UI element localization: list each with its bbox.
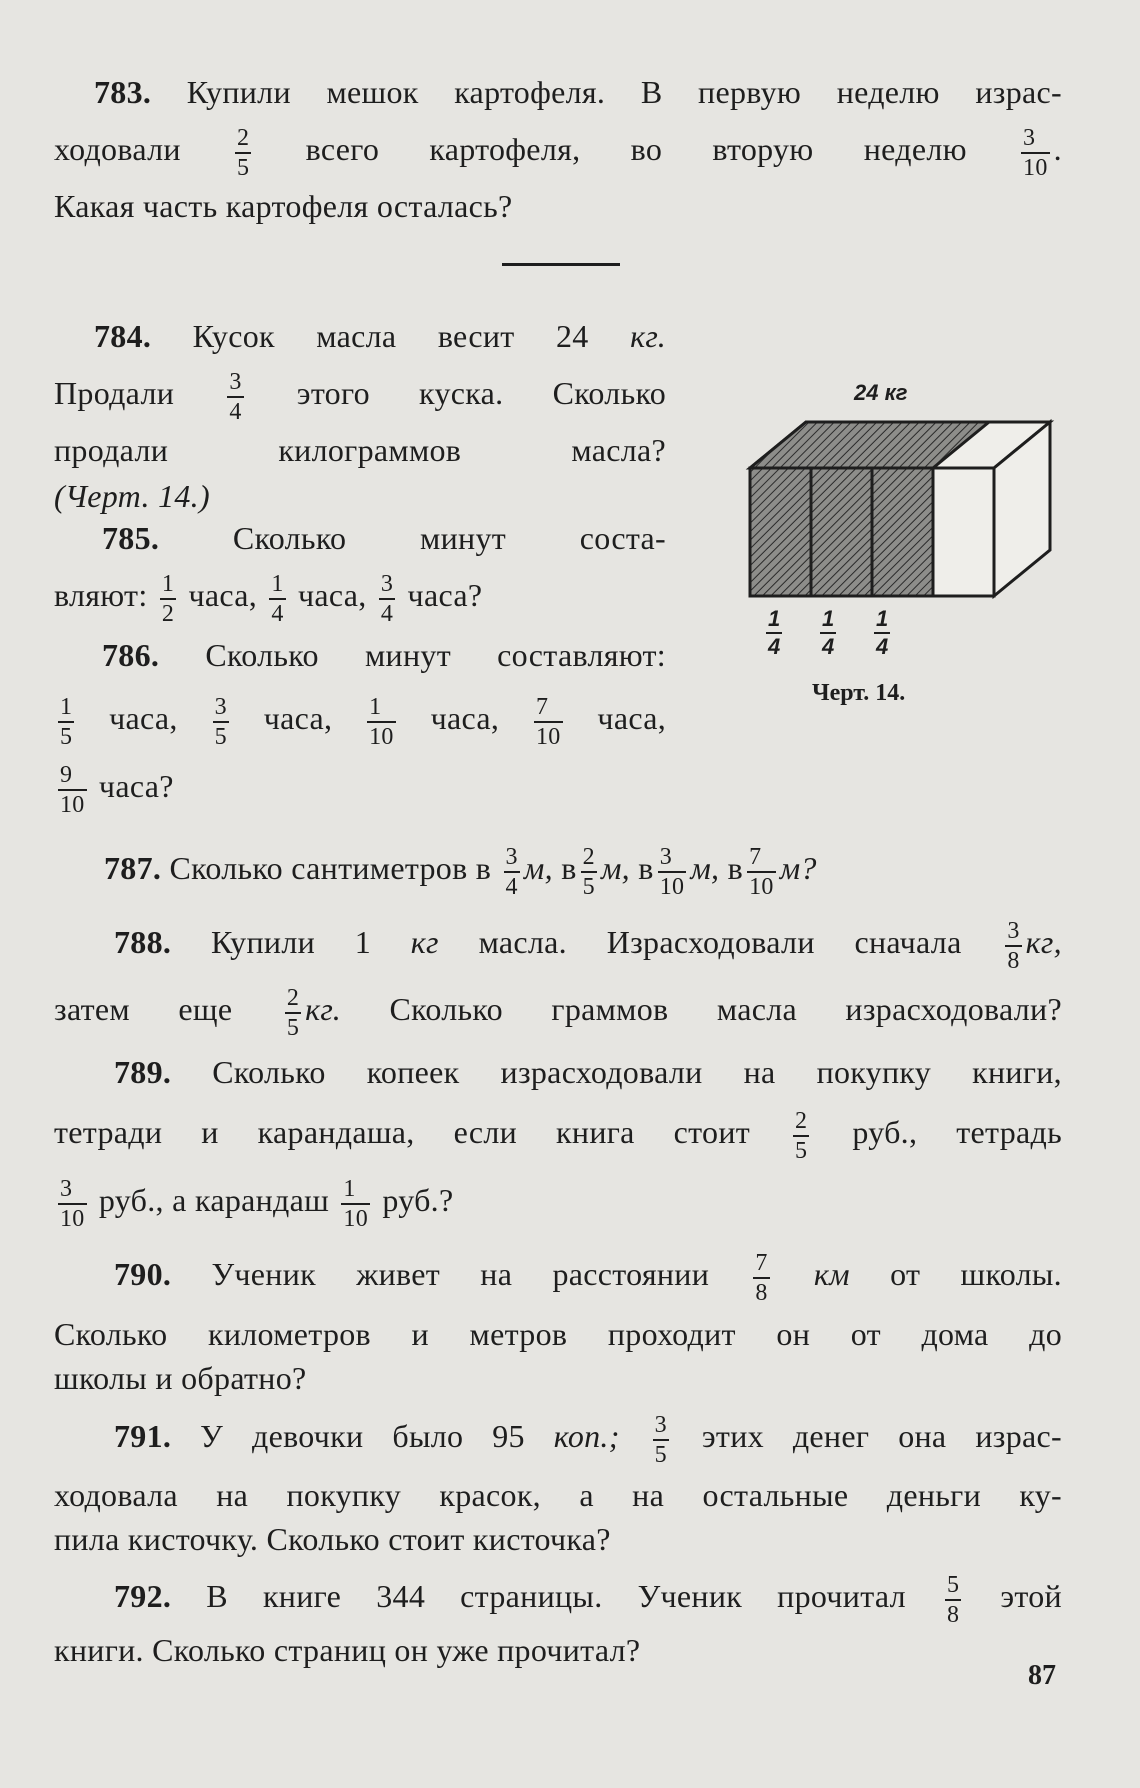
problem-number: 783. <box>94 74 152 110</box>
fraction <box>367 695 396 749</box>
numerator: 7 <box>753 1251 769 1279</box>
fraction <box>269 572 285 626</box>
text: от школы. <box>890 1256 1062 1292</box>
figure-reference: (Черт. 14.) <box>54 478 210 514</box>
unit: км <box>813 1256 850 1292</box>
text: Сколько минут соста- <box>232 520 666 556</box>
fraction <box>581 845 597 899</box>
fraction <box>285 986 301 1040</box>
fraction <box>58 695 74 749</box>
problem-number: 785. <box>102 520 160 556</box>
problem-783-line-3 <box>54 178 1062 235</box>
text: часа? <box>98 768 174 804</box>
text: Сколько километров и метров проходит он от дома до <box>54 1316 1062 1352</box>
problem-784-line-2 <box>54 365 666 424</box>
denominator: 10 <box>369 723 394 750</box>
text: книги. Сколько страниц он уже прочитал? <box>54 1632 641 1668</box>
fraction <box>58 763 87 817</box>
denominator: 10 <box>749 873 774 900</box>
text: Сколько граммов масла израсходовали? <box>389 991 1062 1027</box>
text: часа? <box>407 577 483 613</box>
problem-791-line-3 <box>54 1511 1062 1568</box>
denominator: 8 <box>946 1601 960 1628</box>
text: часа, <box>263 700 333 736</box>
fraction <box>1021 126 1050 180</box>
text: часа, <box>298 577 367 613</box>
fraction <box>160 572 176 626</box>
numerator: 3 <box>1005 919 1021 947</box>
problem-786-line-1 <box>54 627 666 684</box>
shaded-quarters <box>750 468 933 596</box>
fraction <box>945 1573 961 1627</box>
text: Купили мешок картофеля. В первую неделю израс- <box>186 74 1062 110</box>
numerator: 7 <box>534 695 563 723</box>
problem-788-line-2 <box>54 981 1062 1040</box>
problem-number: 787. <box>104 850 162 886</box>
figure-14 <box>740 380 1060 720</box>
denominator: 5 <box>795 1137 808 1164</box>
text: этих денег она израс- <box>701 1418 1062 1454</box>
butter-block-drawing <box>740 380 1060 620</box>
problem-number: 790. <box>114 1256 172 1292</box>
text: вляют: <box>54 577 148 613</box>
numerator: 1 <box>367 695 396 723</box>
problem-790-line-1 <box>54 1246 1062 1305</box>
denominator: 5 <box>60 723 73 750</box>
problem-792-line-1 <box>54 1568 1062 1627</box>
text: часа, <box>188 577 258 613</box>
numerator: 9 <box>58 763 87 791</box>
problem-number: 784. <box>94 318 152 354</box>
problem-785-line-2 <box>54 567 666 626</box>
text: затем еще <box>54 991 233 1027</box>
denominator: 10 <box>535 723 561 750</box>
text: Какая часть картофеля осталась? <box>54 188 513 224</box>
problem-number: 789. <box>114 1054 172 1090</box>
text: . <box>1053 131 1062 167</box>
text: Кусок масла весит 24 <box>192 318 589 354</box>
fraction <box>653 1413 669 1467</box>
unit: кг <box>410 924 439 960</box>
unit: коп.; <box>553 1418 620 1454</box>
denominator: 5 <box>286 1014 300 1041</box>
text: ходовали <box>54 131 181 167</box>
text: школы и обратно? <box>54 1360 307 1396</box>
denominator: 5 <box>654 1441 667 1468</box>
text: масла. Израсходовали сначала <box>478 924 962 960</box>
weight-label: 24 кг <box>854 380 908 405</box>
section-divider <box>502 263 620 266</box>
text: продали килограммов масла? <box>54 432 666 468</box>
page-number: 87 <box>1028 1660 1056 1691</box>
text: руб., а карандаш <box>98 1182 330 1218</box>
numerator: 2 <box>285 986 301 1014</box>
text: Ученик живет на расстоянии <box>211 1256 710 1292</box>
denominator: 10 <box>343 1205 369 1232</box>
fraction <box>534 695 563 749</box>
problem-784-line-1 <box>54 308 666 365</box>
quarter-label <box>874 608 890 658</box>
fraction <box>747 845 776 899</box>
denominator: 10 <box>60 1205 85 1232</box>
denominator: 8 <box>1007 947 1020 974</box>
text: этой <box>1000 1578 1062 1614</box>
numerator: 1 <box>58 695 74 723</box>
numerator: 3 <box>227 370 243 398</box>
fraction <box>341 1177 370 1231</box>
fraction <box>1005 919 1021 973</box>
figure-caption: Черт. 14. <box>812 680 906 706</box>
fraction <box>753 1251 769 1305</box>
denominator: 8 <box>755 1279 768 1306</box>
text: часа, <box>597 700 667 736</box>
text: руб., тетрадь <box>852 1114 1062 1150</box>
problem-786-line-2 <box>54 690 666 749</box>
denominator: 4 <box>876 634 889 659</box>
quarter-label <box>820 608 836 658</box>
denominator: 2 <box>161 600 175 627</box>
fraction <box>227 370 243 424</box>
problem-789-line-3 <box>54 1172 1062 1231</box>
numerator: 3 <box>379 572 395 600</box>
fraction <box>658 845 687 899</box>
numerator: 3 <box>58 1177 87 1205</box>
denominator: 10 <box>659 873 685 900</box>
text: в <box>727 850 744 886</box>
denominator: 5 <box>237 154 250 181</box>
numerator: 1 <box>766 608 782 634</box>
fraction <box>58 1177 87 1231</box>
problem-785-line-1 <box>54 510 666 567</box>
numerator: 7 <box>747 845 776 873</box>
numerator: 1 <box>269 572 285 600</box>
problem-number: 788. <box>114 924 172 960</box>
text: Сколько копеек израсходовали на покупку книги, <box>212 1054 1062 1090</box>
text: В книге 344 страницы. Ученик прочитал <box>206 1578 906 1614</box>
problem-792-line-2 <box>54 1622 1062 1679</box>
problem-783-line-1 <box>54 64 1062 121</box>
numerator: 1 <box>341 1177 370 1205</box>
denominator: 5 <box>214 723 227 750</box>
text: руб.? <box>382 1182 454 1218</box>
problem-number: 792. <box>114 1578 172 1614</box>
denominator: 10 <box>1023 154 1048 181</box>
problem-number: 791. <box>114 1418 172 1454</box>
problem-791-line-1 <box>54 1408 1062 1467</box>
unit: м, <box>690 850 720 886</box>
problem-783-line-2 <box>54 121 1062 180</box>
quarter-label <box>766 608 782 658</box>
denominator: 4 <box>229 398 242 425</box>
denominator: 4 <box>768 634 781 659</box>
numerator: 1 <box>820 608 836 634</box>
text: этого куска. Сколько <box>296 375 666 411</box>
fraction <box>379 572 395 626</box>
numerator: 3 <box>504 845 520 873</box>
text: всего картофеля, во вторую неделю <box>305 131 967 167</box>
problem-789-line-2 <box>54 1104 1062 1163</box>
numerator: 5 <box>945 1573 961 1601</box>
numerator: 2 <box>793 1109 809 1137</box>
numerator: 1 <box>160 572 176 600</box>
problem-788-line-1 <box>54 914 1062 973</box>
problem-number: 786. <box>102 637 160 673</box>
text: ходовала на покупку красок, а на остальные деньги ку- <box>54 1477 1062 1513</box>
denominator: 4 <box>505 873 518 900</box>
text: Купили 1 <box>210 924 372 960</box>
numerator: 3 <box>1021 126 1050 154</box>
problem-790-line-3 <box>54 1350 1062 1407</box>
text: У девочки было 95 <box>200 1418 525 1454</box>
fraction <box>213 695 229 749</box>
text: часа, <box>109 700 178 736</box>
text: в <box>561 850 577 886</box>
fraction <box>793 1109 809 1163</box>
fraction <box>504 845 520 899</box>
problem-786-line-3 <box>54 758 666 817</box>
text: пила кисточку. Сколько стоит кисточка? <box>54 1521 611 1557</box>
numerator: 1 <box>874 608 890 634</box>
denominator: 4 <box>271 600 284 627</box>
unit: м? <box>779 850 817 886</box>
unit: кг. <box>305 991 342 1027</box>
text: Сколько сантиметров в <box>169 850 492 886</box>
denominator: 10 <box>60 791 85 818</box>
unit: кг. <box>630 318 666 354</box>
denominator: 4 <box>380 600 394 627</box>
text: часа, <box>430 700 500 736</box>
text: тетради и карандаша, если книга стоит <box>54 1114 751 1150</box>
text: Сколько минут составляют: <box>205 637 666 673</box>
fraction <box>235 126 251 180</box>
numerator: 3 <box>653 1413 669 1441</box>
text: в <box>638 850 654 886</box>
unit: кг, <box>1025 924 1062 960</box>
unit: м, <box>523 850 553 886</box>
denominator: 4 <box>822 634 835 659</box>
numerator: 3 <box>658 845 687 873</box>
unit: м, <box>600 850 630 886</box>
numerator: 2 <box>235 126 251 154</box>
numerator: 3 <box>213 695 229 723</box>
problem-787 <box>54 840 1074 899</box>
text: Продали <box>54 375 175 411</box>
numerator: 2 <box>581 845 597 873</box>
problem-789-line-1 <box>54 1044 1062 1101</box>
denominator: 5 <box>582 873 595 900</box>
